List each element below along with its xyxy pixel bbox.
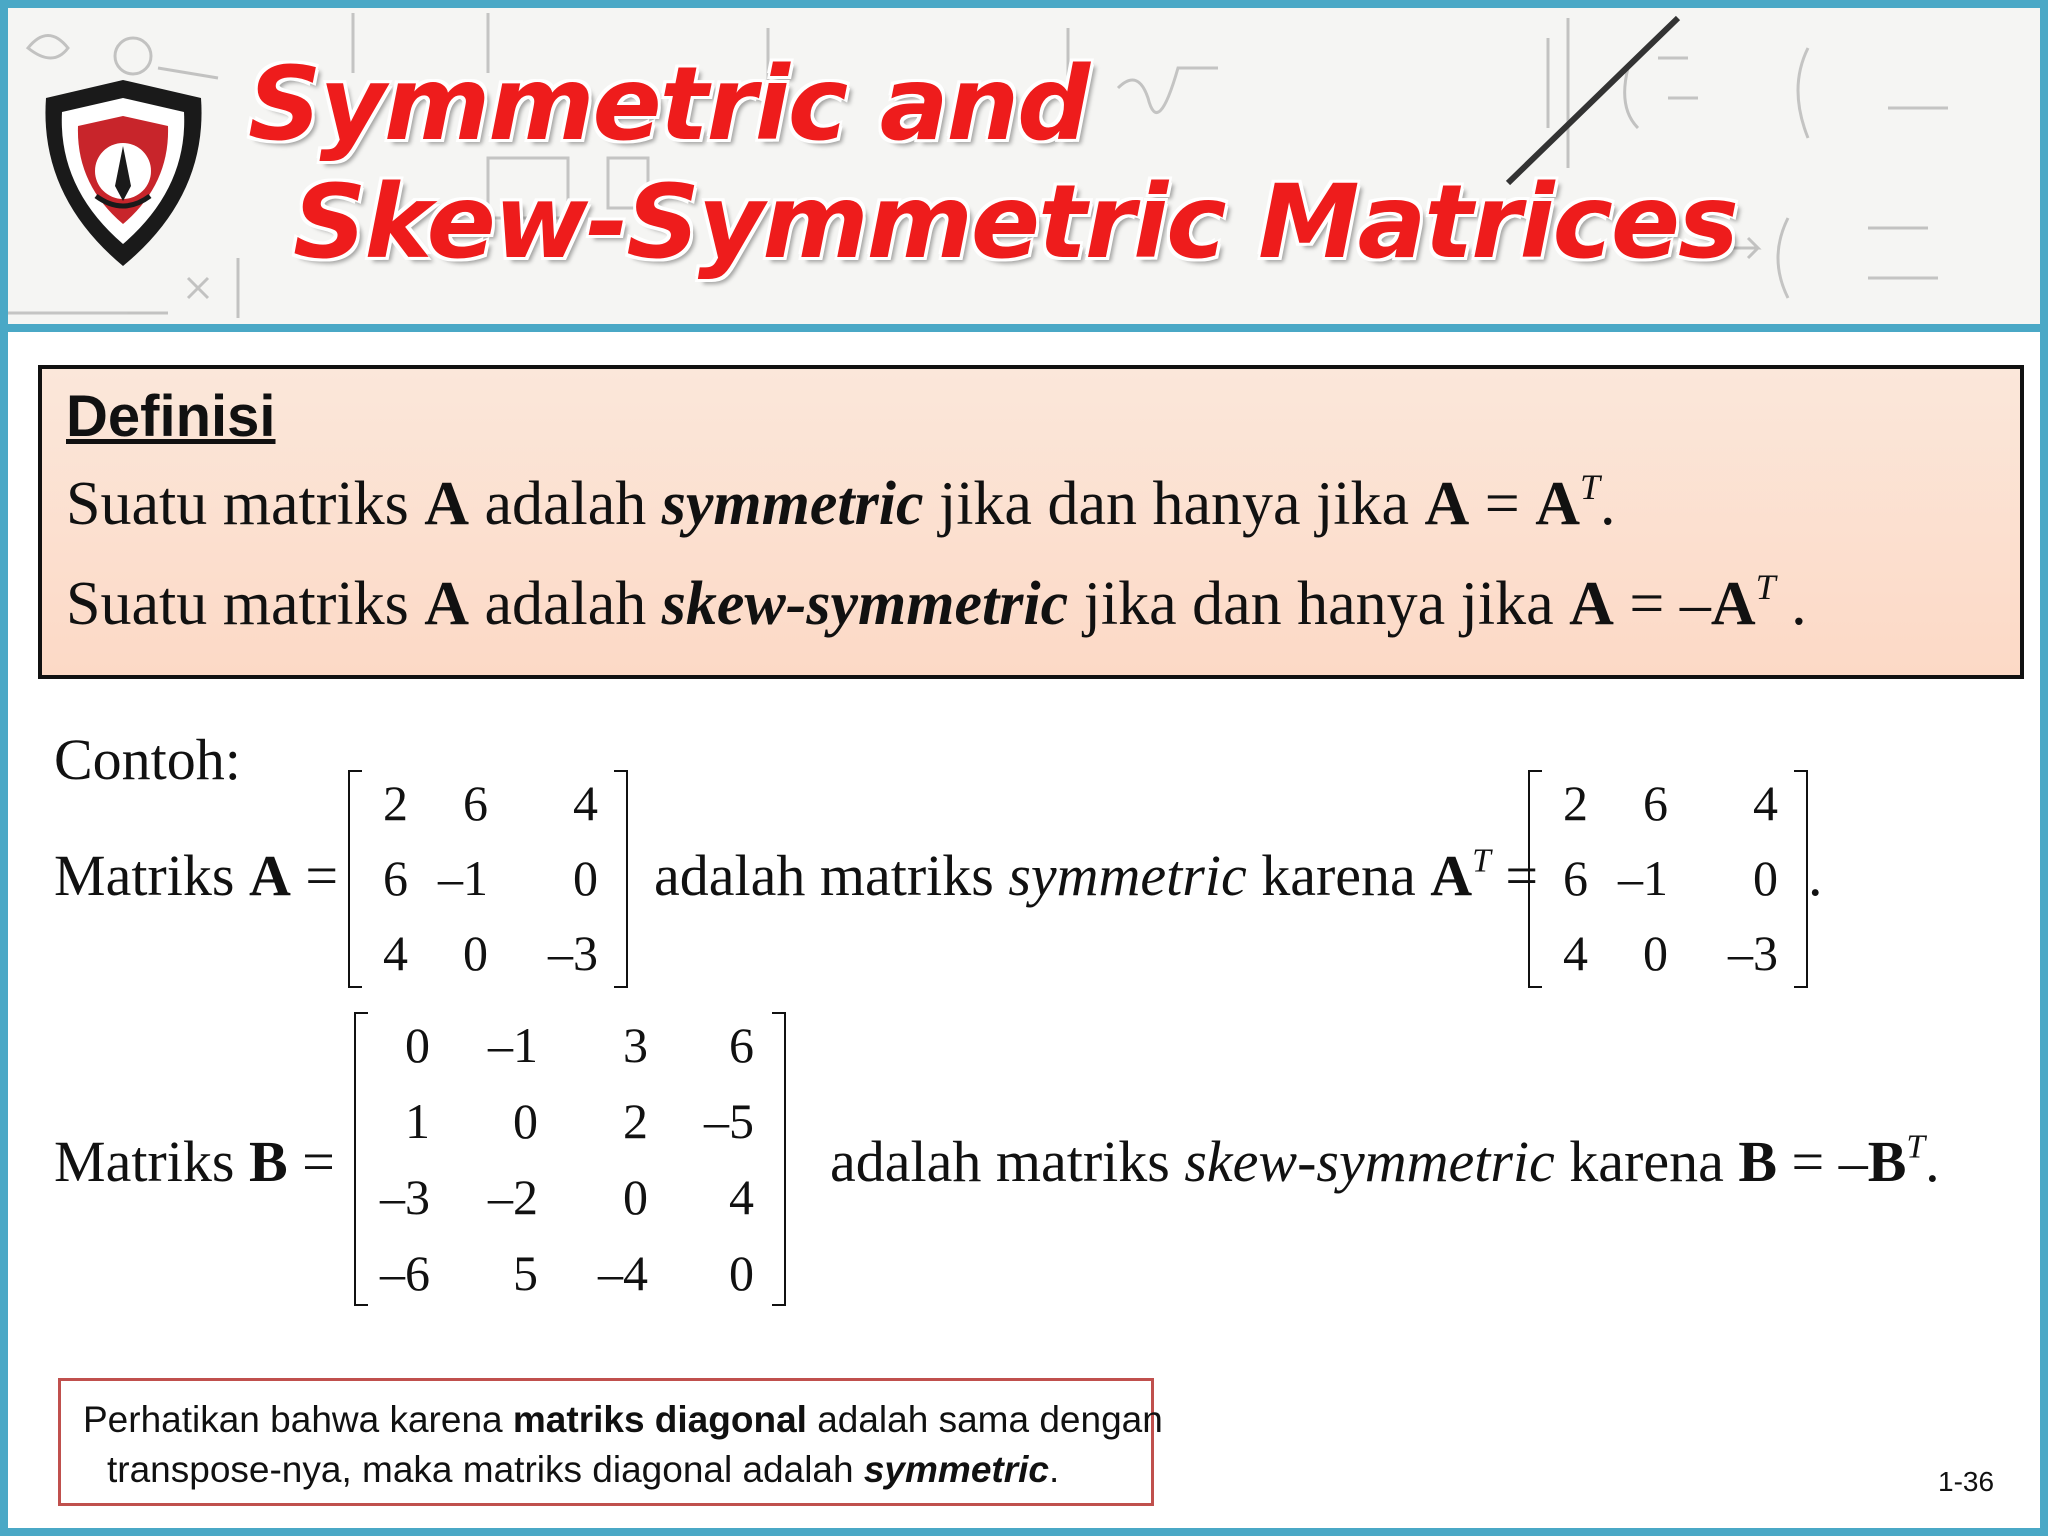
matrix-a	[348, 766, 628, 988]
matrix-b-cell: –4	[598, 1245, 648, 1301]
mb-eq2: = –	[1777, 1129, 1868, 1194]
def1-end: .	[1600, 470, 1616, 538]
matrix-b-cell: 0	[513, 1093, 538, 1149]
matrix-b-cell: 0	[405, 1017, 430, 1073]
note-bold: matriks diagonal	[512, 1399, 807, 1440]
def2-term: skew-symmetric	[661, 570, 1069, 638]
title-line-2: Skew-Symmetric Matrices	[293, 163, 1737, 282]
matrix-b-cell: –5	[704, 1093, 754, 1149]
mb-eq: =	[287, 1129, 335, 1194]
matrix-a-cell: 0	[573, 850, 598, 906]
definition-line-symmetric	[66, 466, 1616, 540]
matrix-a-cell: 6	[383, 850, 408, 906]
def2-A3: A	[1710, 570, 1756, 638]
matrix-a-cell: 2	[383, 775, 408, 831]
example-label: Contoh:	[54, 727, 241, 792]
matrix-at-cell: –3	[1728, 925, 1778, 981]
matrix-at-cell: –1	[1618, 850, 1668, 906]
matrix-a-right-bracket	[614, 770, 628, 988]
def2-A: A	[424, 570, 469, 638]
mb-sup: T	[1906, 1128, 1926, 1166]
slide-title	[248, 46, 1737, 282]
note-box	[58, 1378, 1163, 1506]
ma-mid-term: symmetric	[1008, 843, 1247, 908]
note-line-2	[107, 1449, 1059, 1491]
ma-sup: T	[1472, 842, 1491, 880]
def2-mid: adalah	[468, 570, 662, 638]
matrix-b-label	[54, 1128, 335, 1195]
definition-heading: Definisi	[66, 384, 276, 449]
university-logo	[36, 76, 211, 271]
def2-pre: Suatu matriks	[66, 570, 425, 638]
ma-prefix: Matriks	[54, 843, 249, 908]
mb-mid-pre: adalah matriks	[830, 1129, 1185, 1194]
matrix-b-right-bracket	[772, 1012, 786, 1306]
matrix-at-cell: 2	[1563, 775, 1588, 831]
matrix-a-cell: –1	[438, 850, 488, 906]
note-p3: transpose-nya, maka matriks diagonal adalah	[107, 1449, 864, 1490]
matrix-b-cell: 6	[729, 1017, 754, 1073]
matrix-b-cell: –6	[380, 1245, 430, 1301]
ma-AT: A	[1430, 843, 1473, 908]
matrix-b-cell: 4	[729, 1169, 754, 1225]
matrix-b-cell: 0	[729, 1245, 754, 1301]
matrix-b	[354, 1008, 786, 1306]
ma-mid-post: karena	[1246, 843, 1431, 908]
matrix-b-cell: 5	[513, 1245, 538, 1301]
matrix-at-right-bracket	[1794, 770, 1808, 988]
note-p4: .	[1048, 1449, 1060, 1490]
mb-B3: B	[1867, 1129, 1907, 1194]
matrix-b-cell: –3	[380, 1169, 430, 1225]
matrix-at-cell: 4	[1753, 775, 1778, 831]
matrix-a-period: .	[1808, 843, 1823, 908]
definition-line-skew-symmetric	[66, 566, 1807, 640]
def1-pre: Suatu matriks	[66, 470, 425, 538]
note-bold2: symmetric	[863, 1449, 1049, 1490]
matrix-b-explanation	[830, 1128, 1940, 1195]
matrix-b-cell: 2	[623, 1093, 648, 1149]
ma-eq: =	[290, 843, 339, 908]
matrix-a-cell: 0	[463, 925, 488, 981]
def1-A2: A	[1424, 470, 1470, 538]
matrix-at-cell: 0	[1643, 925, 1668, 981]
ma-mid-pre: adalah matriks	[654, 843, 1009, 908]
mb-mid-post: karena	[1554, 1129, 1739, 1194]
def1-sup: T	[1580, 466, 1601, 507]
matrix-at-cell: 4	[1563, 925, 1588, 981]
page-number: 1-36	[1938, 1466, 1995, 1497]
note-p2: adalah sama dengan	[806, 1399, 1163, 1440]
matrix-b-cell: 1	[405, 1093, 430, 1149]
def2-post: jika dan hanya jika	[1068, 570, 1570, 638]
matrix-a-explanation	[654, 842, 1538, 909]
matrix-a-cell: 4	[383, 925, 408, 981]
matrix-b-cell: 0	[623, 1169, 648, 1225]
matrix-b-cell: –1	[488, 1017, 538, 1073]
ma-eq2: =	[1490, 843, 1539, 908]
def2-eq: = –	[1613, 570, 1711, 638]
def1-mid: adalah	[468, 470, 662, 538]
matrix-at-cell: 6	[1563, 850, 1588, 906]
header-banner	[8, 8, 2040, 332]
mb-B2: B	[1738, 1129, 1777, 1194]
definition-box	[38, 365, 2024, 679]
matrix-a-label	[54, 842, 338, 909]
matrix-at-cell: 0	[1753, 850, 1778, 906]
def1-A3: A	[1535, 470, 1581, 538]
def1-eq: =	[1469, 470, 1536, 538]
matrix-a-cell: 4	[573, 775, 598, 831]
note-p1: Perhatikan bahwa karena	[83, 1399, 513, 1440]
def1-term: symmetric	[661, 470, 924, 538]
ma-name: A	[248, 843, 291, 908]
def1-post: jika dan hanya jika	[923, 470, 1425, 538]
note-line-1	[83, 1399, 1163, 1441]
matrix-b-cell: 3	[623, 1017, 648, 1073]
mb-mid-term: skew-symmetric	[1184, 1129, 1555, 1194]
matrix-b-cell: –2	[488, 1169, 538, 1225]
mb-end: .	[1925, 1129, 1940, 1194]
title-line-1: Symmetric and	[248, 45, 1089, 164]
def2-sup: T	[1755, 566, 1776, 607]
def2-end: .	[1775, 570, 1807, 638]
def2-A2: A	[1569, 570, 1614, 638]
def1-A: A	[424, 470, 469, 538]
mb-prefix: Matriks	[54, 1129, 249, 1194]
matrix-a-cell: –3	[548, 925, 598, 981]
matrix-at-cell: 6	[1643, 775, 1668, 831]
matrix-a-cell: 6	[463, 775, 488, 831]
matrix-a-transpose	[1528, 766, 1808, 988]
mb-name: B	[248, 1129, 288, 1194]
